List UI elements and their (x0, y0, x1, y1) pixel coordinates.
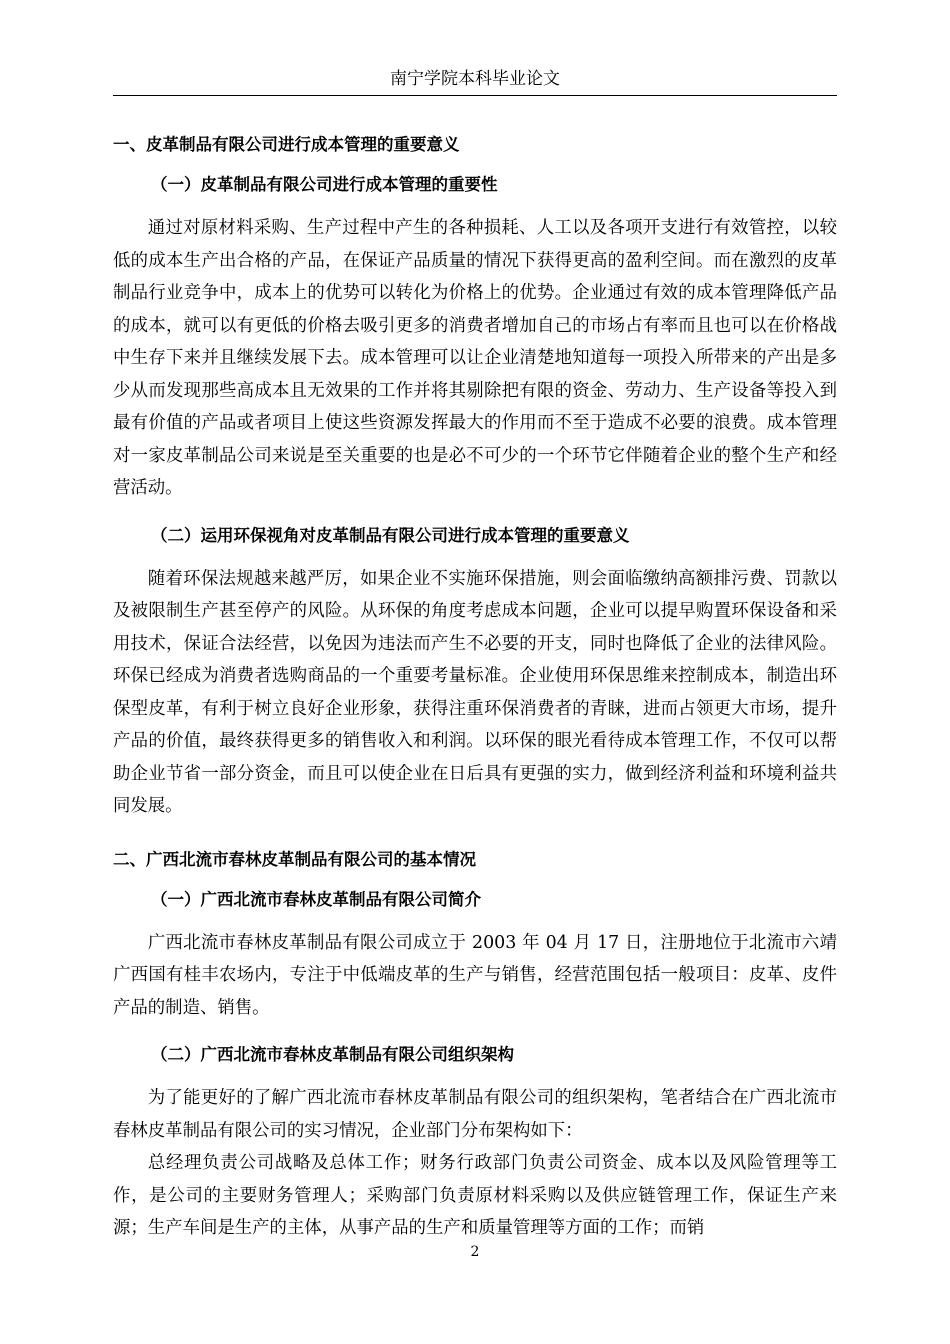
subsection-heading-1-2: （二）运用环保视角对皮革制品有限公司进行成本管理的重要意义 (151, 525, 630, 545)
paragraph: 随着环保法规越来越严厉，如果企业不实施环保措施，则会面临缴纳高额排污费、罚款以及被限制生产甚至停产的风险。从环保的角度考虑成本问题，企业可以提早购置环保设备和采用技术，保证合法经营，以免因为违法而产生不必要的开支，同时也降低了企业的法律风险。环保已经成为消费者选购商品的一个重要考量标准。企业使用环保思维来控制成本，制造出环保型皮革，有利于树立良好企业形象，获得注重环保消费者的青睐，进而占领更大市场，提升产品的价值，最终获得更多的销售收入和利润。以环保的眼光看待成本管理工作，不仅可以帮助企业节省一部分资金，而且可以使企业在日后具有更强的实力，做到经济利益和环境利益共同发展。 (113, 568, 837, 816)
paragraph: 为了能更好的了解广西北流市春林皮革制品有限公司的组织架构，笔者结合在广西北流市春林皮革制品有限公司的实习情况，企业部门分布架构如下： (113, 1088, 837, 1141)
paragraph: 通过对原材料采购、生产过程中产生的各种损耗、人工以及各项开支进行有效管控，以较低的成本生产出合格的产品，在保证产品质量的情况下获得更高的盈利空间。而在激烈的皮革制品行业竞争中，成本上的优势可以转化为价格上的优势。企业通过有效的成本管理降低产品的成本，就可以有更低的价格去吸引更多的消费者增加自己的市场占有率而且也可以在价格战中生存下来并且继续发展下去。成本管理可以让企业清楚地知道每一项投入所带来的产出是多少从而发现那些高成本且无效果的工作并将其剔除把有限的资金、劳动力、生产设备等投入到最有价值的产品或者项目上使这些资源发挥最大的作用而不至于造成不必要的浪费。成本管理对一家皮革制品公司来说是至关重要的也是必不可少的一个环节它伴随着企业的整个生产和经营活动。 (113, 218, 837, 498)
subsection-heading-2-2: （二）广西北流市春林皮革制品有限公司组织架构 (151, 1045, 514, 1064)
section-heading-2: 二、广西北流市春林皮革制品有限公司的基本情况 (113, 849, 476, 869)
subsection-heading-2-1: （一）广西北流市春林皮革制品有限公司简介 (151, 889, 481, 909)
header-divider (113, 95, 837, 96)
subsection-heading-1-1: （一）皮革制品有限公司进行成本管理的重要性 (151, 175, 498, 194)
paragraph: 总经理负责公司战略及总体工作；财务行政部门负责公司资金、成本以及风险管理等工作，是公司的主要财务管理人；采购部门负责原材料采购以及供应链管理工作，保证生产来源；生产车间是生产的主体，从事产品的生产和质量管理等方面的工作；而销 (113, 1153, 837, 1238)
running-header: 南宁学院本科毕业论文 (390, 69, 560, 89)
paragraph: 广西北流市春林皮革制品有限公司成立于 2003 年 04 月 17 日，注册地位于北流市六靖广西国有桂丰农场内，专注于中低端皮革的生产与销售，经营范围包括一般项目：皮革、皮件产品的制造、销售。 (113, 932, 837, 1018)
body-content (113, 128, 837, 1245)
page-number: 2 (470, 1244, 480, 1260)
section-heading-1: 一、皮革制品有限公司进行成本管理的重要意义 (113, 135, 460, 154)
